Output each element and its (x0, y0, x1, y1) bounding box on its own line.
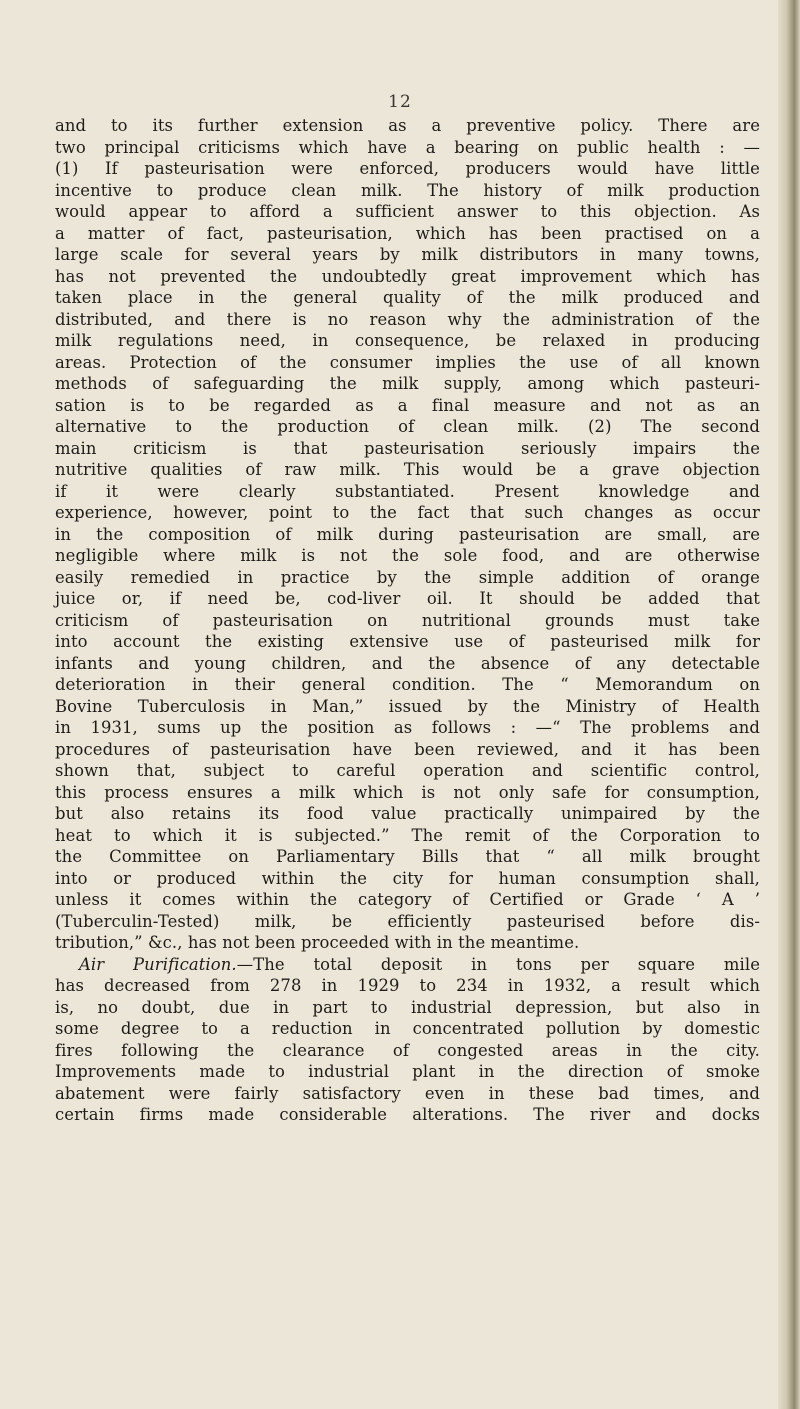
text-line: taken place in the general quality of the milk produced and (55, 288, 760, 307)
text-line: milk regulations need, in consequence, be relaxed in producing (55, 331, 760, 350)
paragraph-air-purification (55, 954, 760, 1126)
text-line: (1) If pasteurisation were enforced, producers would have little (55, 159, 760, 178)
text-line: into or produced within the city for human consumption shall, (55, 868, 760, 888)
text-line: certain firms made considerable alterations. The river and docks (55, 1105, 760, 1124)
text-line: into account the existing extensive use of pasteurised milk for (55, 632, 760, 651)
body-text (55, 115, 760, 1126)
text-line: (Tuberculin-Tested) milk, be efficiently pasteurised before dis- (55, 911, 760, 931)
text-line: but also retains its food value practically unimpaired by the (55, 804, 760, 823)
text-line: juice or, if need be, cod-liver oil. It should be added that (55, 589, 760, 608)
text-line: if it were clearly substantiated. Present knowledge and (55, 481, 760, 501)
text-line: has not prevented the undoubtedly great improvement which has (55, 266, 760, 286)
text-line: tribution,” &c., has not been proceeded with in the meantime. (55, 933, 580, 952)
text-line: distributed, and there is no reason why the administration of the (55, 309, 760, 329)
text-line: Bovine Tuberculosis in Man,” issued by the Ministry of Health (55, 696, 760, 716)
text-line: and to its further extension as a preventive policy. There are (55, 116, 760, 135)
text-line: has decreased from 278 in 1929 to 234 in 1932, a result which (55, 976, 760, 995)
text-line: sation is to be regarded as a final measure and not as an (55, 395, 760, 415)
paragraph-first-line (55, 954, 760, 976)
paragraph-pasteurisation (55, 115, 760, 954)
text-line: areas. Protection of the consumer implies the use of all known (55, 352, 760, 372)
text-line: large scale for several years by milk distributors in many towns, (55, 245, 760, 264)
text-line: some degree to a reduction in concentrated pollution by domestic (55, 1019, 760, 1038)
text-line: fires following the clearance of congested areas in the city. (55, 1040, 760, 1060)
section-heading: Air Purification. (79, 954, 237, 974)
text-line: in 1931, sums up the position as follows : —“ The problems and (55, 718, 760, 737)
text-line: heat to which it is subjected.” The remit of the Corporation to (55, 825, 760, 845)
text-line: alternative to the production of clean milk. (2) The second (55, 417, 760, 436)
text-line: nutritive qualities of raw milk. This would be a grave objection (55, 460, 760, 479)
text-line: the Committee on Parliamentary Bills that “ all milk brought (55, 847, 760, 866)
text-line: deterioration in their general condition. The “ Memorandum on (55, 675, 760, 694)
heading-continuation: —The total deposit in tons per square mile (236, 954, 760, 974)
text-line: a matter of fact, pasteurisation, which has been practised on a (55, 223, 760, 243)
text-line: this process ensures a milk which is not only safe for consumption, (55, 782, 760, 802)
text-line: shown that, subject to careful operation and scientific control, (55, 761, 760, 780)
text-line: negligible where milk is not the sole food, and are otherwise (55, 546, 760, 565)
text-line: unless it comes within the category of Certified or Grade ‘ A ’ (55, 890, 760, 909)
text-line: Improvements made to industrial plant in the direction of smoke (55, 1062, 760, 1081)
text-line: experience, however, point to the fact that such changes as occur (55, 503, 760, 522)
text-line: methods of safeguarding the milk supply, among which pasteuri- (55, 374, 760, 393)
text-line: main criticism is that pasteurisation seriously impairs the (55, 438, 760, 458)
text-line: two principal criticisms which have a bearing on public health : — (55, 137, 760, 157)
page-edge-shadow (778, 0, 800, 1409)
text-line: would appear to afford a sufficient answer to this objection. As (55, 202, 760, 221)
text-line: infants and young children, and the absence of any detectable (55, 653, 760, 673)
text-line: abatement were fairly satisfactory even in these bad times, and (55, 1083, 760, 1103)
text-line: in the composition of milk during pasteurisation are small, are (55, 524, 760, 544)
text-line: is, no doubt, due in part to industrial depression, but also in (55, 997, 760, 1017)
text-line: procedures of pasteurisation have been reviewed, and it has been (55, 739, 760, 759)
page-number: 12 (388, 92, 412, 112)
text-line: criticism of pasteurisation on nutritional grounds must take (55, 610, 760, 630)
text-line: incentive to produce clean milk. The history of milk production (55, 180, 760, 200)
text-line: easily remedied in practice by the simple addition of orange (55, 567, 760, 587)
